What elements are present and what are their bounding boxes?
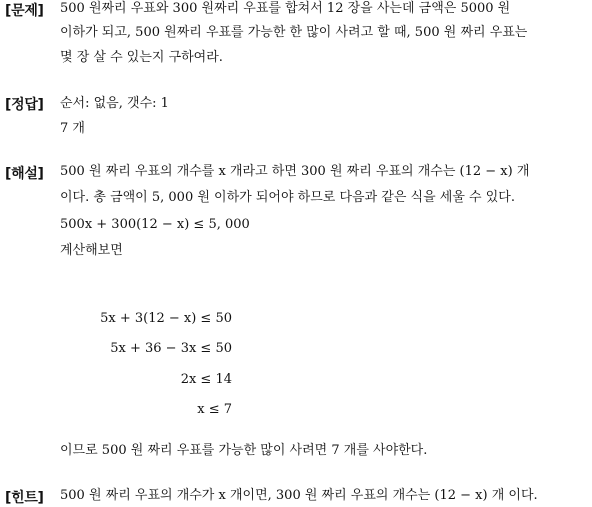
hint-label: [힌트]: [5, 490, 44, 506]
solution-label: [해설]: [5, 166, 44, 182]
solution-line-1: 500 원 짜리 우표의 개수를 x 개라고 하면 300 원 짜리 우표의 개수는 (12 − x) 개: [60, 164, 530, 179]
equation-4: x ≤ 7: [197, 402, 232, 417]
solution-inequality: 500x + 300(12 − x) ≤ 5, 000: [60, 217, 250, 232]
hint-line: 500 원 짜리 우표의 개수가 x 개이면, 300 원 짜리 우표의 개수는 (12 − x) 개 이다.: [60, 488, 538, 503]
solution-conclusion: 이므로 500 원 짜리 우표를 가능한 많이 사려면 7 개를 사야한다.: [60, 443, 428, 458]
answer-line-1: 순서: 없음, 갯수: 1: [60, 96, 169, 111]
answer-line-2: 7 개: [60, 121, 85, 136]
problem-line-3: 몇 장 살 수 있는지 구하여라.: [60, 50, 223, 65]
problem-line-1: 500 원짜리 우표와 300 원짜리 우표를 합쳐서 12 장을 사는데 금액은 5000 원: [60, 1, 511, 16]
problem-line-2: 이하가 되고, 500 원짜리 우표를 가능한 한 많이 사려고 할 때, 500 원 짜리 우표는: [60, 25, 528, 40]
solution-line-2: 이다. 총 금액이 5, 000 원 이하가 되어야 하므로 다음과 같은 식을 세울 수 있다.: [60, 190, 515, 205]
equation-2: 5x + 36 − 3x ≤ 50: [110, 341, 232, 356]
problem-label: [문제]: [5, 3, 44, 19]
solution-line-4: 계산해보면: [60, 243, 123, 258]
equation-1: 5x + 3(12 − x) ≤ 50: [100, 311, 232, 326]
equation-3: 2x ≤ 14: [180, 372, 232, 387]
answer-label: [정답]: [5, 97, 44, 113]
